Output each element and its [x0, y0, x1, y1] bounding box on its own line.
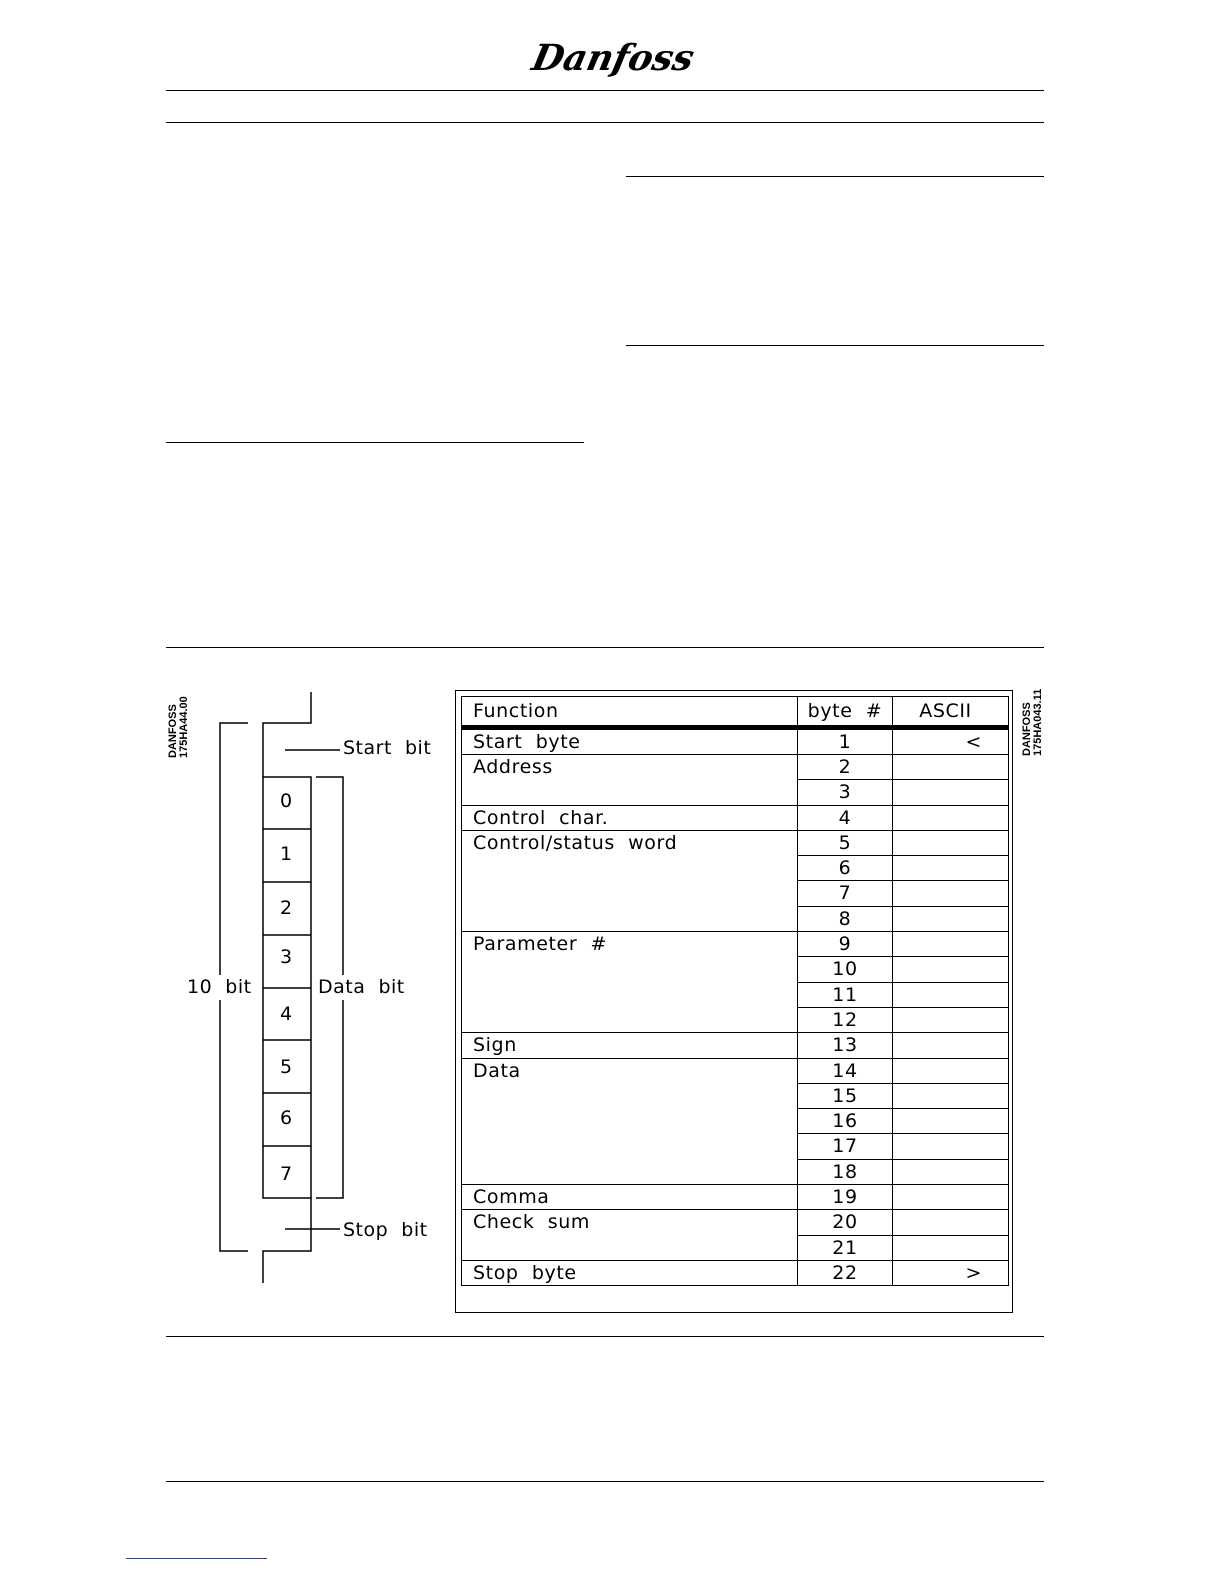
byte-cell: 9 — [798, 932, 893, 957]
byte-header: byte # — [798, 697, 893, 728]
function-cell: Comma — [462, 1185, 798, 1210]
table-row — [462, 1260, 1009, 1285]
table-row — [462, 1185, 1009, 1210]
table-row — [462, 755, 1009, 780]
table-row — [462, 1033, 1009, 1058]
table-row — [462, 932, 1009, 957]
byte-cell: 18 — [798, 1159, 893, 1184]
ascii-cell — [893, 805, 1009, 830]
table-row — [462, 830, 1009, 855]
ascii-cell — [893, 1058, 1009, 1083]
ascii-cell — [893, 1083, 1009, 1108]
function-cell: Data — [462, 1058, 798, 1184]
ascii-cell — [893, 881, 1009, 906]
data-bit-cell: 5 — [279, 1056, 293, 1078]
byte-cell: 6 — [798, 856, 893, 881]
byte-cell: 3 — [798, 780, 893, 805]
ascii-cell — [893, 982, 1009, 1007]
ascii-cell — [893, 755, 1009, 780]
data-bit-label: Data bit — [318, 976, 405, 998]
byte-cell: 7 — [798, 881, 893, 906]
ascii-cell — [893, 1185, 1009, 1210]
start-bit-label: Start bit — [343, 737, 432, 759]
telegram-header-row — [462, 697, 1009, 728]
logo-text: Danfoss — [528, 36, 699, 79]
ascii-cell — [893, 780, 1009, 805]
stop-bit-label: Stop bit — [343, 1219, 428, 1241]
bit-figure-code: DANFOSS 175HA44.00 — [167, 696, 190, 758]
ascii-cell — [893, 1109, 1009, 1134]
ascii-cell — [893, 856, 1009, 881]
byte-cell: 11 — [798, 982, 893, 1007]
function-cell: Parameter # — [462, 932, 798, 1033]
ascii-cell — [893, 1033, 1009, 1058]
byte-cell: 16 — [798, 1109, 893, 1134]
data-bit-cell: 7 — [279, 1163, 293, 1185]
ascii-cell — [893, 1134, 1009, 1159]
byte-cell: 12 — [798, 1007, 893, 1032]
byte-cell: 15 — [798, 1083, 893, 1108]
table-row — [462, 805, 1009, 830]
function-cell: Control char. — [462, 805, 798, 830]
ascii-cell: > — [893, 1260, 1009, 1285]
byte-cell: 2 — [798, 755, 893, 780]
byte-cell: 17 — [798, 1134, 893, 1159]
function-cell: Control/status word — [462, 830, 798, 931]
byte-cell: 19 — [798, 1185, 893, 1210]
data-bit-cell: 2 — [279, 897, 293, 919]
byte-cell: 1 — [798, 728, 893, 755]
byte-cell: 5 — [798, 830, 893, 855]
function-header: Function — [462, 697, 798, 728]
byte-cell: 21 — [798, 1235, 893, 1260]
byte-cell: 13 — [798, 1033, 893, 1058]
ascii-cell — [893, 906, 1009, 931]
ascii-header: ASCII — [893, 697, 1009, 728]
function-cell: Address — [462, 755, 798, 806]
byte-cell: 8 — [798, 906, 893, 931]
ten-bit-label: 10 bit — [187, 976, 252, 998]
ascii-cell — [893, 957, 1009, 982]
telegram-table — [461, 696, 1009, 1286]
data-bit-cell: 6 — [279, 1107, 293, 1129]
ascii-cell — [893, 1159, 1009, 1184]
byte-cell: 20 — [798, 1210, 893, 1235]
data-bit-cell: 3 — [279, 946, 293, 968]
ascii-cell — [893, 1210, 1009, 1235]
function-cell: Start byte — [462, 728, 798, 755]
function-cell: Stop byte — [462, 1260, 798, 1285]
table-row — [462, 728, 1009, 755]
ascii-cell — [893, 932, 1009, 957]
data-bit-cell: 1 — [279, 843, 293, 865]
data-bit-cell: 4 — [279, 1003, 293, 1025]
byte-cell: 14 — [798, 1058, 893, 1083]
data-bit-cell: 0 — [279, 790, 293, 812]
function-cell: Sign — [462, 1033, 798, 1058]
table-row — [462, 1210, 1009, 1235]
telegram-figure-code: DANFOSS 175HA043.11 — [1021, 688, 1044, 756]
ascii-cell: < — [893, 728, 1009, 755]
function-cell: Check sum — [462, 1210, 798, 1261]
table-row — [462, 1058, 1009, 1083]
ascii-cell — [893, 1007, 1009, 1032]
byte-cell: 4 — [798, 805, 893, 830]
byte-cell: 10 — [798, 957, 893, 982]
byte-cell: 22 — [798, 1260, 893, 1285]
ascii-cell — [893, 830, 1009, 855]
ascii-cell — [893, 1235, 1009, 1260]
